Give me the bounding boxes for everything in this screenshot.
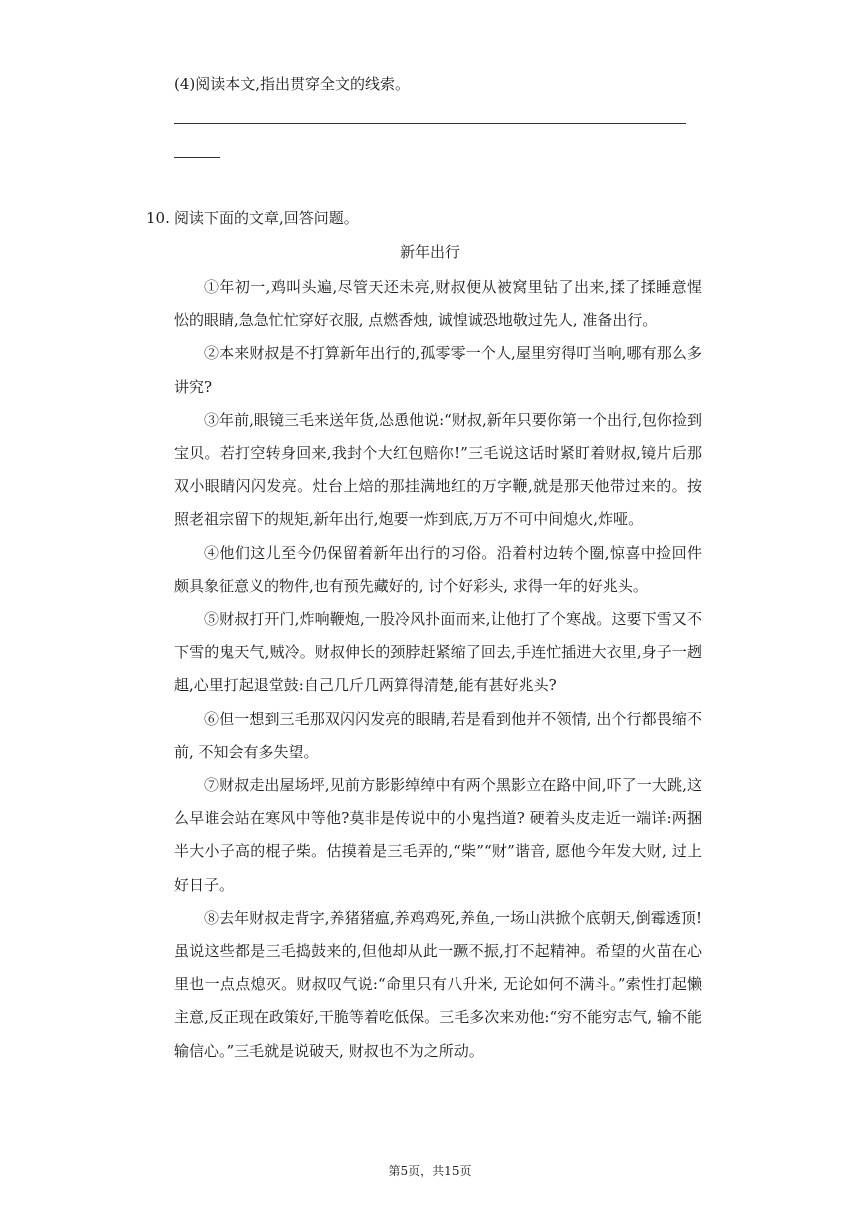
paragraph-7: ⑦财叔走出屋场坪,见前方影影绰绰中有两个黑影立在路中间,吓了一大跳,这么早谁会站在寒风中等他?莫非是传说中的小鬼挡道? 硬着头皮走近一端详:两捆半大小子高的棍子柴。估摸着是三毛弄的,“柴”“财”谐音, 愿他今年发大财, 过上好日子。 xyxy=(174,776,702,894)
article-body xyxy=(174,271,702,1068)
paragraph-4: ④他们这儿至今仍保留着新年出行的习俗。沿着村边转个圈,惊喜中捡回件颇具象征意义的物件,也有预先藏好的, 讨个好彩头, 求得一年的好兆头。 xyxy=(174,543,702,595)
page-footer: 第5页，共15页 xyxy=(388,1164,472,1178)
question-10-number: 10. xyxy=(146,209,170,227)
paragraph-3: ③年前,眼镜三毛来送年货,怂恿他说:“财叔,新年只要你第一个出行,包你捡到宝贝。若打空转身回来,我封个大红包赔你!”三毛说这话时紧盯着财叔,镜片后那双小眼睛闪闪发亮。灶台上焙的那挂满地红的万字鞭,就是那天他带过来的。按照老祖宗留下的规矩,新年出行,炮要一炸到底,万万不可中间熄火,炸哑。 xyxy=(174,410,702,529)
paragraph-2: ②本来财叔是不打算新年出行的,孤零零一个人,屋里穷得叮当响,哪有那么多讲究? xyxy=(174,344,702,396)
answer-line xyxy=(174,123,686,124)
paragraph-8: ⑧去年财叔走背字,养猪猪瘟,养鸡鸡死,养鱼,一场山洪掀个底朝天,倒霉透顶!虽说这些都是三毛捣鼓来的,但他却从此一蹶不振,打不起精神。希望的火苗在心里也一点点熄灭。财叔叹气说:“命里只有八升米, 无论如何不满斗。”索性打起懒主意,反正现在政策好,干脆等着吃低保。三毛多次来劝他:“穷不能穷志气, 输不能输信心。”三毛就是说破天, 财叔也不为之所动。 xyxy=(174,908,702,1060)
question-4-text: (4)阅读本文,指出贯穿全文的线索。 xyxy=(174,75,411,93)
paragraph-1: ①年初一,鸡叫头遍,尽管天还未亮,财叔便从被窝里钻了出来,揉了揉睡意惺忪的眼睛,急急忙忙穿好衣服, 点燃香烛, 诚惶诚恐地敬过先人, 准备出行。 xyxy=(174,278,702,330)
paragraph-5: ⑤财叔打开门,炸响鞭炮,一股冷风扑面而来,让他打了个寒战。这要下雪又不下雪的鬼天气,贼冷。财叔伸长的颈脖赶紧缩了回去,手连忙插进大衣里,身子一趔趄,心里打起退堂鼓:自己几斤几两算得清楚,能有甚好兆头? xyxy=(174,610,702,695)
paragraph-6: ⑥但一想到三毛那双闪闪发亮的眼睛,若是看到他并不领情, 出个行都畏缩不前, 不知会有多失望。 xyxy=(174,709,702,761)
answer-line-end xyxy=(174,157,220,158)
question-10-prompt: 阅读下面的文章,回答问题。 xyxy=(174,209,359,227)
article-title: 新年出行 xyxy=(399,243,460,261)
